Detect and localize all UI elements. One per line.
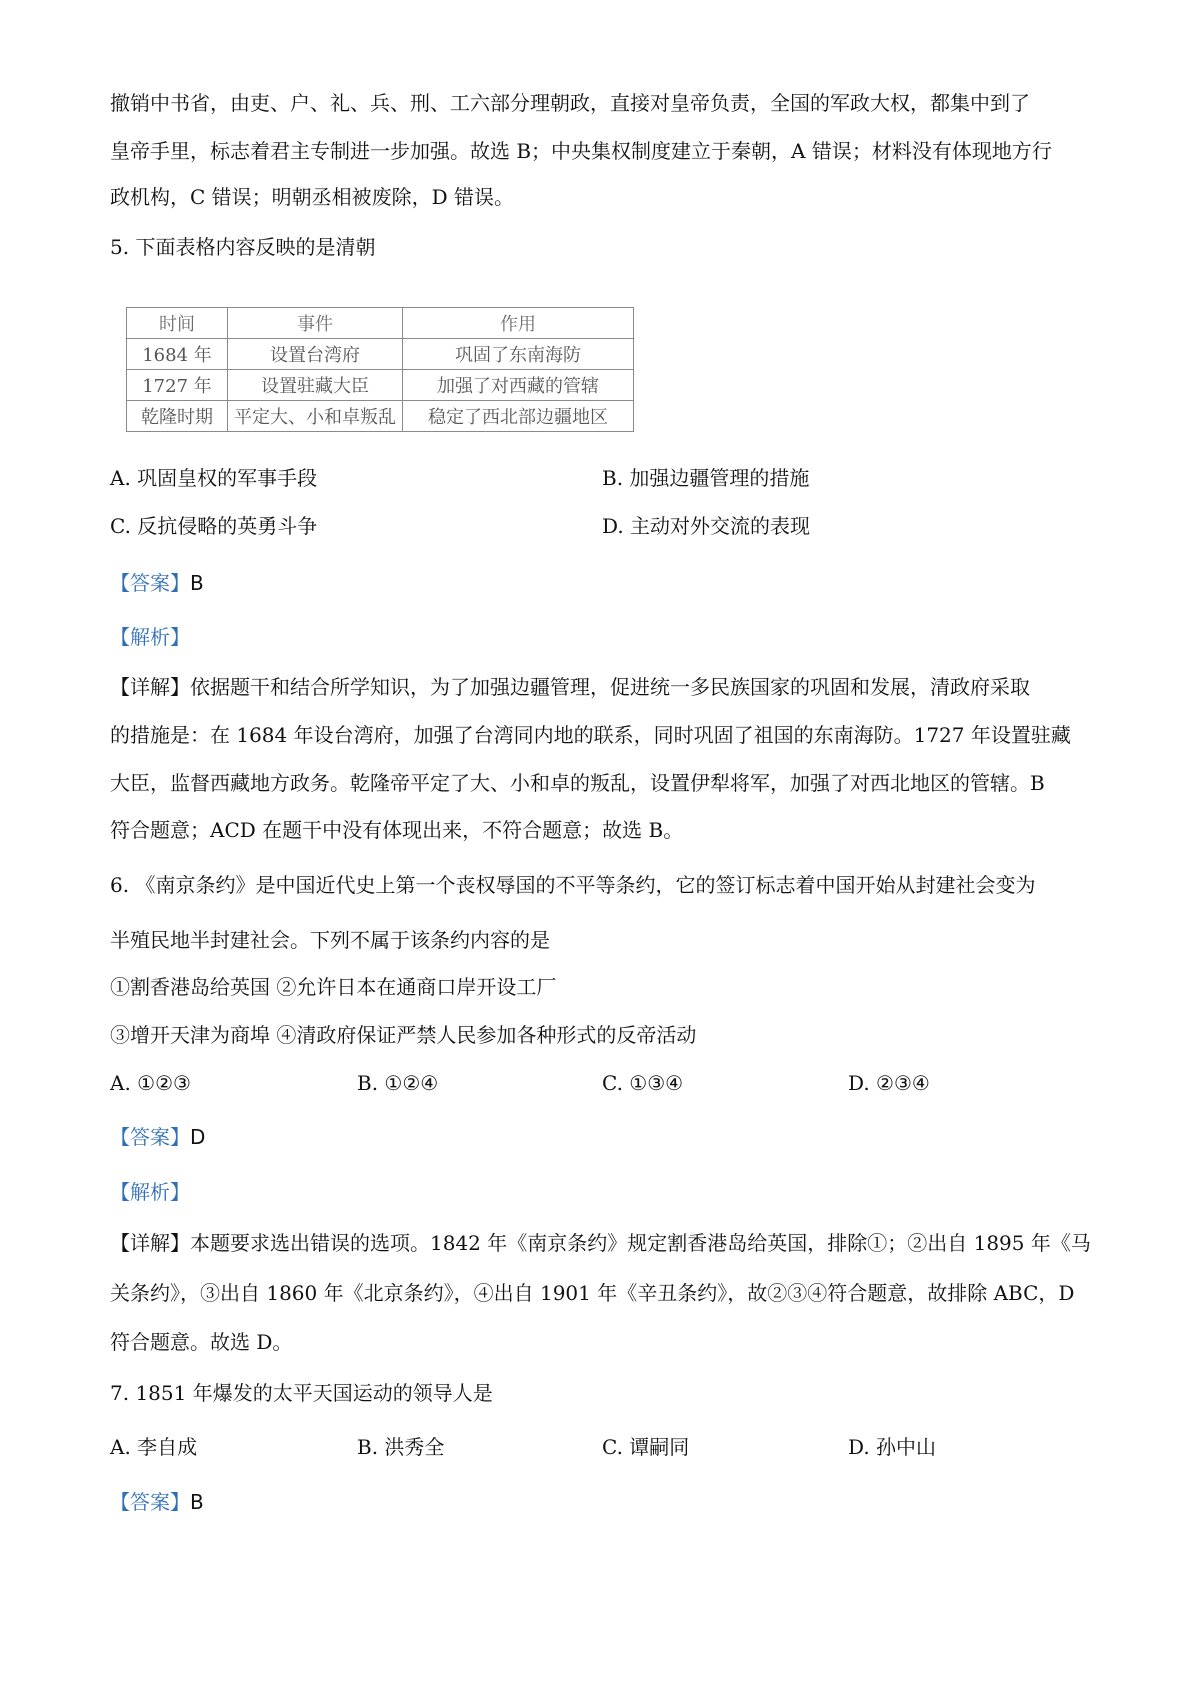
q7-option-c: C. 谭嗣同	[602, 1435, 690, 1459]
q5-detail-line-4: 符合题意；ACD 在题干中没有体现出来，不符合题意；故选 B。	[110, 818, 684, 842]
q5-option-a: A. 巩固皇权的军事手段	[110, 466, 318, 490]
q5-detail-line-1	[110, 672, 1100, 702]
q7-option-a: A. 李自成	[110, 1435, 198, 1459]
q5-detail-line-3: 大臣，监督西藏地方政务。乾隆帝平定了大、小和卓的叛乱，设置伊犁将军，加强了对西北地区的管辖。B	[110, 771, 1045, 795]
table-header-cell: 时间	[127, 308, 228, 339]
detail-text: 依据题干和结合所学知识，为了加强边疆管理，促进统一多民族国家的巩固和发展，清政府采取	[190, 675, 1030, 699]
q4-analysis-line-1: 撤销中书省，由吏、户、礼、兵、刑、工六部分理朝政，直接对皇帝负责，全国的军政大权，都集中到了	[110, 91, 1030, 115]
q6-option-a: A. ①②③	[110, 1071, 191, 1095]
table-row	[127, 401, 634, 432]
q5-answer	[110, 568, 1100, 598]
answer-value: B	[190, 571, 204, 595]
q5-option-c: C. 反抗侵略的英勇斗争	[110, 514, 318, 538]
answer-tag: 【答案】	[110, 1125, 190, 1149]
table-cell: 1684 年	[127, 339, 228, 370]
q6-stem-line-2: 半殖民地半封建社会。下列不属于该条约内容的是	[110, 928, 550, 952]
q5-option-d: D. 主动对外交流的表现	[602, 514, 811, 538]
table-cell: 巩固了东南海防	[403, 339, 634, 370]
q6-analysis-heading	[110, 1177, 1100, 1207]
q6-items-line-2: ③增开天津为商埠 ④清政府保证严禁人民参加各种形式的反帝活动	[110, 1023, 697, 1047]
table-header-cell: 事件	[228, 308, 403, 339]
q6-answer	[110, 1122, 1100, 1152]
table-row	[127, 370, 634, 401]
table-cell: 设置驻藏大臣	[228, 370, 403, 401]
detail-tag: 【详解】	[110, 675, 190, 699]
q6-option-b: B. ①②④	[357, 1071, 439, 1095]
q6-option-d: D. ②③④	[848, 1071, 930, 1095]
answer-tag: 【答案】	[110, 571, 190, 595]
q6-detail-line-1	[110, 1228, 1100, 1258]
table-cell: 稳定了西北部边疆地区	[403, 401, 634, 432]
table-cell: 1727 年	[127, 370, 228, 401]
detail-tag: 【详解】	[110, 1231, 190, 1255]
q7-answer	[110, 1487, 1100, 1517]
q6-detail-line-3: 符合题意。故选 D。	[110, 1330, 293, 1354]
q5-analysis-heading	[110, 622, 1100, 652]
table-row	[127, 339, 634, 370]
answer-tag: 【答案】	[110, 1490, 190, 1514]
analysis-tag: 【解析】	[110, 625, 190, 649]
q6-detail-line-2: 关条约》，③出自 1860 年《北京条约》，④出自 1901 年《辛丑条约》，故②③④符合题意，故排除 ABC，D	[110, 1281, 1075, 1305]
table-cell: 乾隆时期	[127, 401, 228, 432]
q5-stem: 5. 下面表格内容反映的是清朝	[110, 235, 376, 259]
q7-option-b: B. 洪秀全	[357, 1435, 445, 1459]
table-cell: 平定大、小和卓叛乱	[228, 401, 403, 432]
q5-table	[126, 307, 634, 432]
table-cell: 设置台湾府	[228, 339, 403, 370]
q4-analysis-line-3: 政机构，C 错误；明朝丞相被废除，D 错误。	[110, 185, 515, 209]
table-cell: 加强了对西藏的管辖	[403, 370, 634, 401]
answer-value: D	[190, 1125, 206, 1149]
analysis-tag: 【解析】	[110, 1180, 190, 1204]
table-header-row	[127, 308, 634, 339]
q6-option-c: C. ①③④	[602, 1071, 684, 1095]
q4-analysis-line-2: 皇帝手里，标志着君主专制进一步加强。故选 B；中央集权制度建立于秦朝，A 错误；材料没有体现地方行	[110, 139, 1052, 163]
q7-option-d: D. 孙中山	[848, 1435, 937, 1459]
q6-items-line-1: ①割香港岛给英国 ②允许日本在通商口岸开设工厂	[110, 975, 557, 999]
q5-option-b: B. 加强边疆管理的措施	[602, 466, 810, 490]
table-header-cell: 作用	[403, 308, 634, 339]
answer-value: B	[190, 1490, 204, 1514]
q5-detail-line-2: 的措施是：在 1684 年设台湾府，加强了台湾同内地的联系，同时巩固了祖国的东南海防。1727 年设置驻藏	[110, 723, 1071, 747]
q7-stem: 7. 1851 年爆发的太平天国运动的领导人是	[110, 1381, 493, 1405]
q6-stem-line-1: 6. 《南京条约》是中国近代史上第一个丧权辱国的不平等条约，它的签订标志着中国开始从封建社会变为	[110, 873, 1036, 897]
detail-text: 本题要求选出错误的选项。1842 年《南京条约》规定割香港岛给英国，排除①；②出自 1895 年《马	[190, 1231, 1091, 1255]
